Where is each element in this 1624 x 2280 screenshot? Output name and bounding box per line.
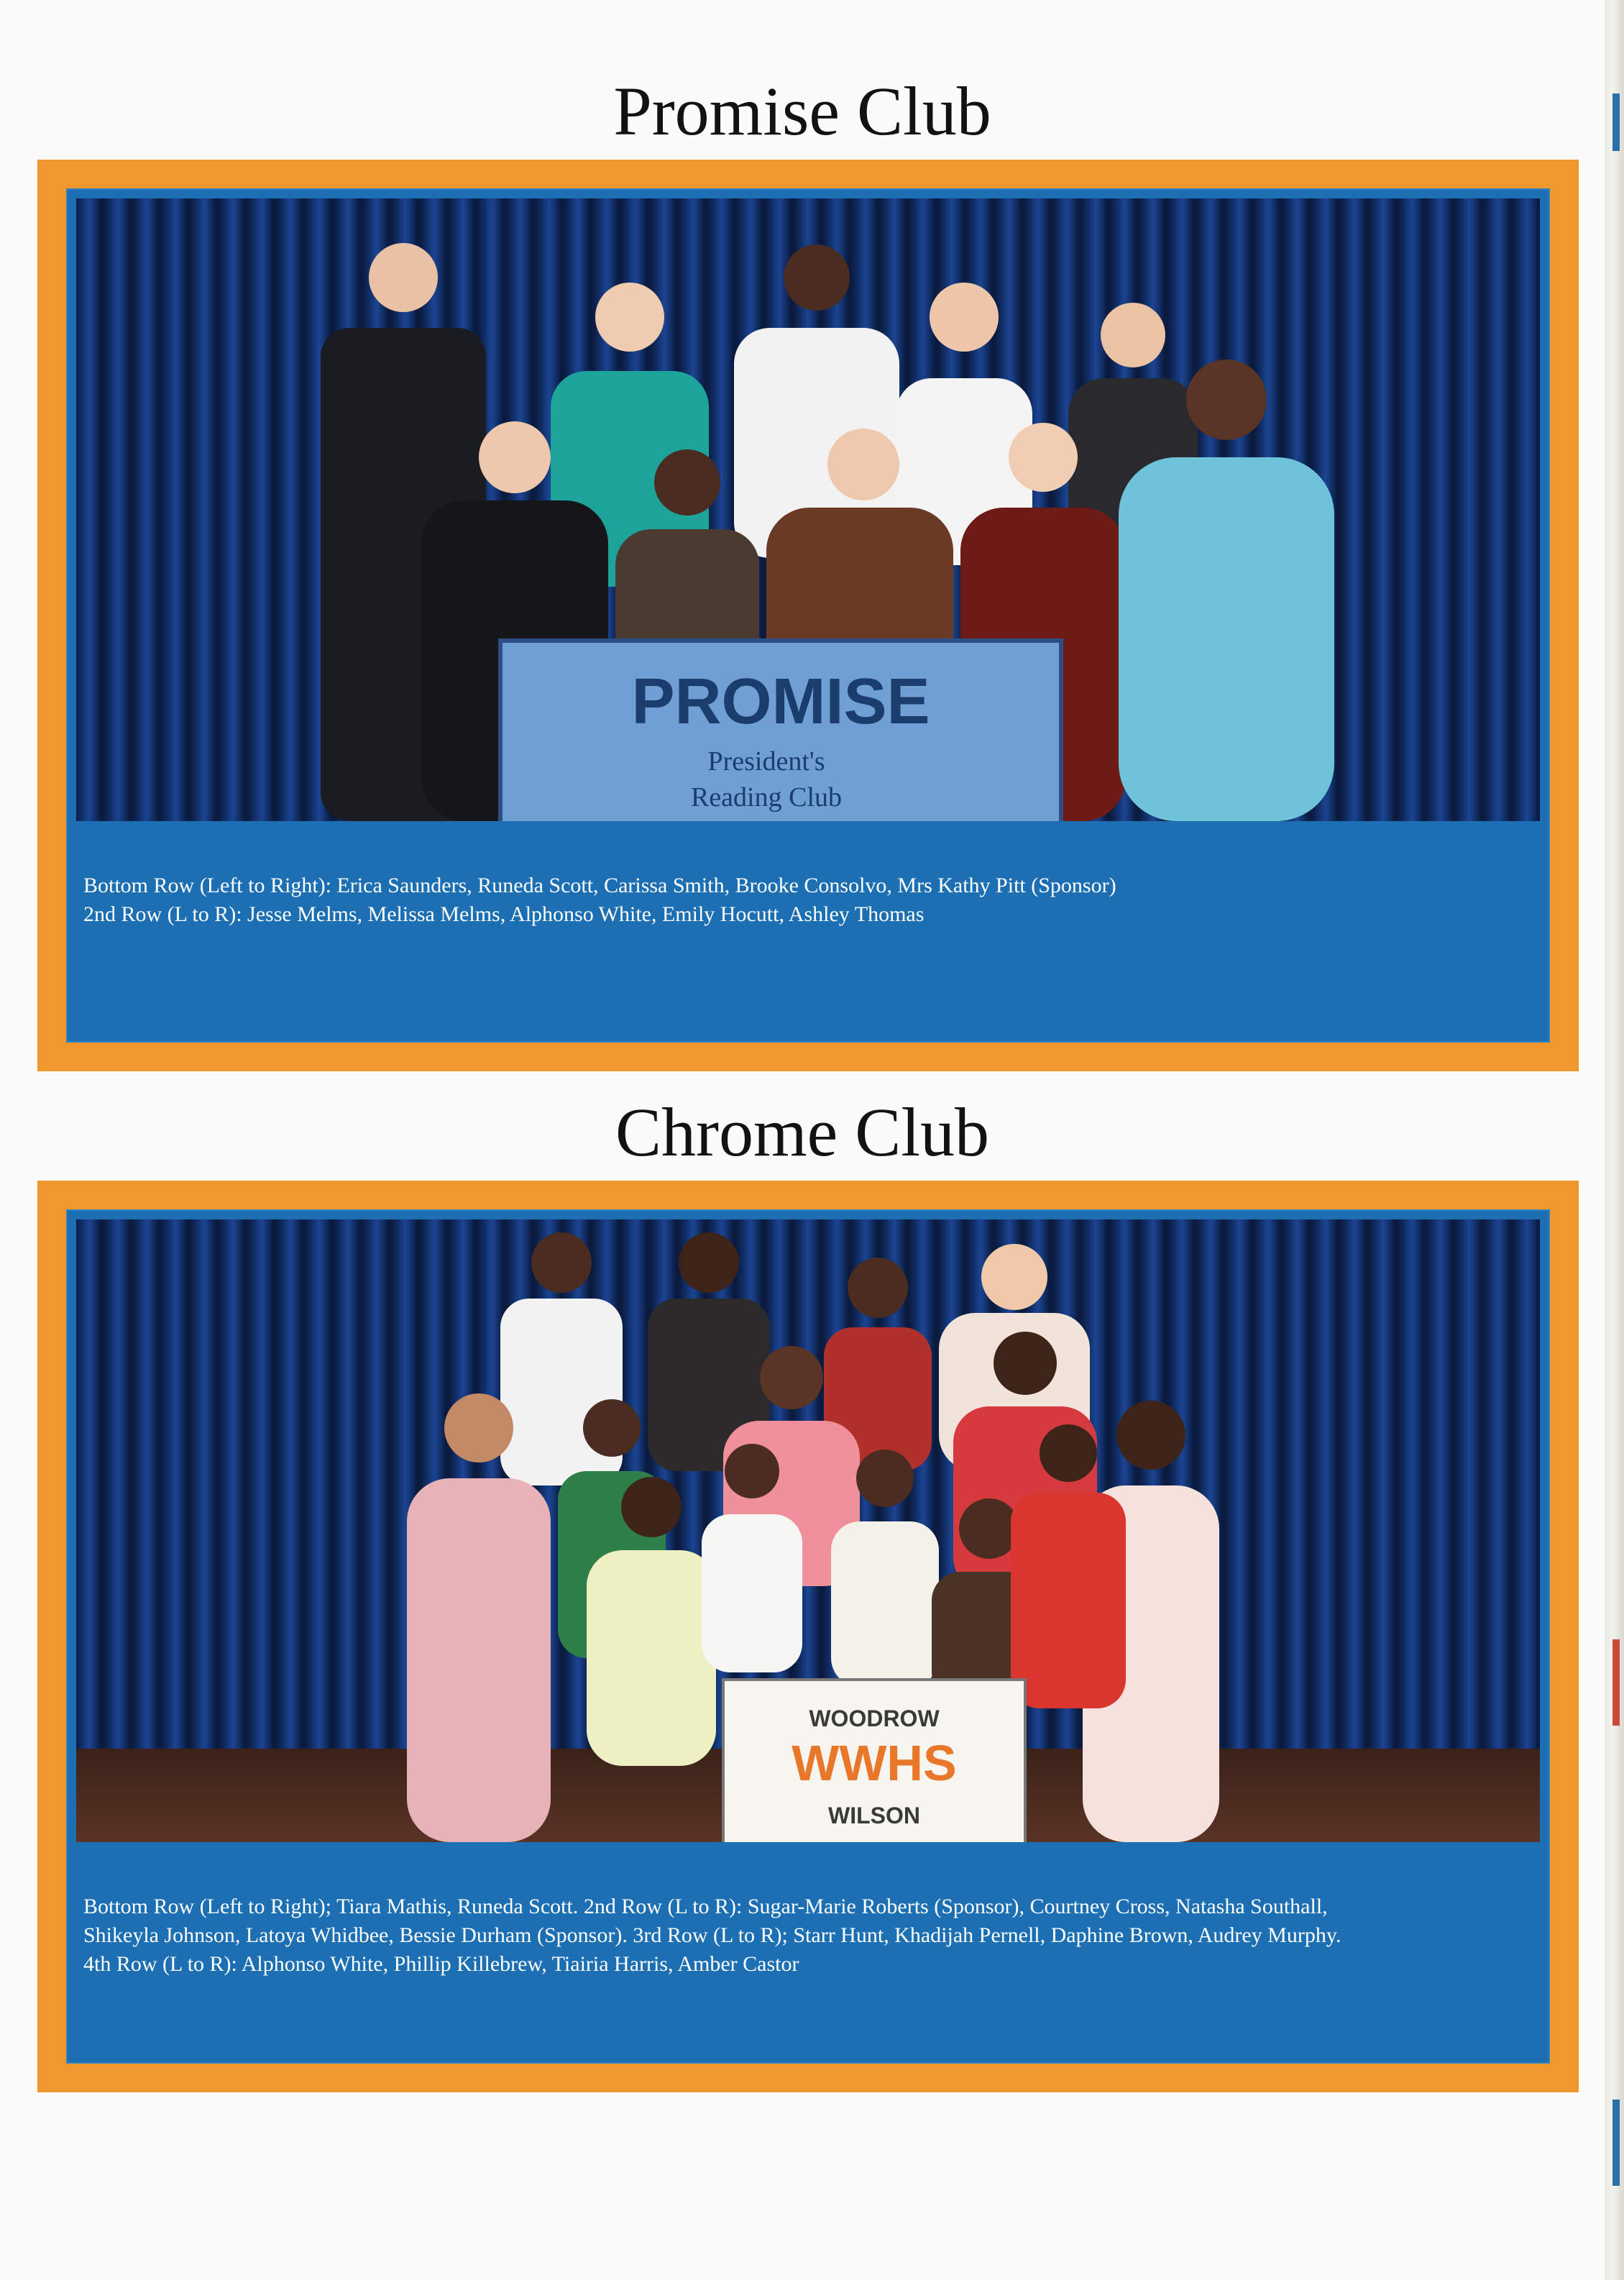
promise-club-frame xyxy=(37,160,1579,1071)
promise-banner-subtext: President's xyxy=(707,746,825,777)
promise-club-title: Promise Club xyxy=(613,73,991,150)
caption-line: 4th Row (L to R): Alphonso White, Phillip Killebrew, Tiairia Harris, Amber Castor xyxy=(83,1952,799,1976)
chrome-club-panel xyxy=(66,1209,1550,2064)
page-edge-stripe xyxy=(1612,1639,1620,1726)
chrome-banner xyxy=(723,1680,1025,1842)
chrome-banner-bottom-text: WILSON xyxy=(828,1803,920,1828)
caption-line: 2nd Row (L to R): Jesse Melms, Melissa Melms, Alphonso White, Emily Hocutt, Ashley Thomas xyxy=(83,902,925,926)
promise-club-panel xyxy=(66,188,1550,1043)
chrome-banner-wwhs-text: WWHS xyxy=(792,1735,957,1791)
page-edge xyxy=(1605,0,1624,2280)
page-edge-stripe xyxy=(1612,2100,1620,2186)
promise-banner xyxy=(500,641,1061,821)
promise-banner-text: PROMISE xyxy=(631,666,930,738)
promise-club-caption xyxy=(83,871,1533,929)
chrome-banner-top-text: WOODROW xyxy=(809,1706,940,1731)
caption-line: Bottom Row (Left to Right); Tiara Mathis, Runeda Scott. 2nd Row (L to R): Sugar-Marie Roberts (Sponsor), Courtney Cross, Natasha Southall, xyxy=(83,1895,1328,1918)
promise-banner-subtext-2: Reading Club xyxy=(690,782,843,812)
promise-club-photo xyxy=(76,198,1540,821)
caption-line: Bottom Row (Left to Right): Erica Saunders, Runeda Scott, Carissa Smith, Brooke Consolvo, Mrs Kathy Pitt (Sponsor) xyxy=(83,874,1116,897)
page-edge-stripe xyxy=(1612,93,1620,151)
chrome-club-frame xyxy=(37,1181,1579,2092)
promise-group-illustration xyxy=(76,198,1540,821)
caption-line: Shikeyla Johnson, Latoya Whidbee, Bessie Durham (Sponsor). 3rd Row (L to R); Starr Hunt, Khadijah Pernell, Daphine Brown, Audrey Murphy. xyxy=(83,1923,1341,1947)
chrome-club-title: Chrome Club xyxy=(615,1094,989,1171)
chrome-group-illustration xyxy=(76,1219,1540,1842)
chrome-club-caption xyxy=(83,1892,1533,1979)
chrome-club-photo xyxy=(76,1219,1540,1842)
